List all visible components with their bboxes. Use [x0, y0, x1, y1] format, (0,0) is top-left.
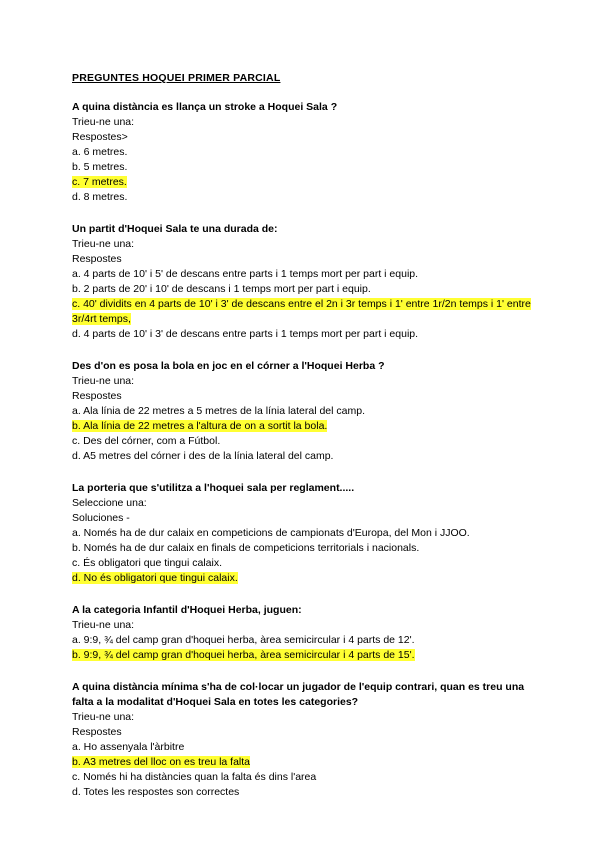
answer-option-text: d. No és obligatori que tingui calaix.	[72, 572, 238, 584]
answer-option	[72, 740, 542, 755]
answer-option	[72, 556, 542, 571]
answer-option-correct	[72, 571, 542, 586]
answer-option-text: c. 40' dividits en 4 parts de 10' i 3' de descans entre el 2n i 3r temps i 1' entre 1r/2n temps i 1' entre 3r/4rt temps,	[72, 298, 531, 325]
answer-option	[72, 785, 542, 800]
answers-heading: Respostes>	[72, 131, 128, 143]
answer-option-text: b. 9:9, ¾ del camp gran d'hoquei herba, àrea semicircular i 4 parts de 15'.	[72, 649, 415, 661]
answers-heading: Soluciones -	[72, 512, 130, 524]
answers-heading: Respostes	[72, 253, 122, 265]
answer-option-correct	[72, 648, 542, 663]
questions-list	[72, 100, 542, 800]
answer-option-correct	[72, 419, 542, 434]
answer-option-correct	[72, 755, 542, 770]
answer-option-text: d. Totes les respostes son correctes	[72, 786, 240, 798]
question-block	[72, 603, 542, 663]
answer-option-text: a. 9:9, ¾ del camp gran d'hoquei herba, àrea semicircular i 4 parts de 12'.	[72, 634, 415, 646]
answer-option-text: a. Només ha de dur calaix en competicions de campionats d'Europa, del Mon i JJOO.	[72, 527, 470, 539]
answer-option-correct	[72, 175, 542, 190]
answer-option-text: c. Només hi ha distàncies quan la falta és dins l'area	[72, 771, 317, 783]
question-text: A quina distància es llança un stroke a Hoquei Sala ?	[72, 101, 338, 113]
answer-option-text: b. Només ha de dur calaix en finals de competicions territorials i nacionals.	[72, 542, 420, 554]
answer-option	[72, 404, 542, 419]
answer-option-text: a. Ho assenyala l'àrbitre	[72, 741, 185, 753]
document-title: PREGUNTES HOQUEI PRIMER PARCIAL	[72, 72, 281, 84]
question-text: La porteria que s'utilitza a l'hoquei sala per reglament.....	[72, 482, 355, 494]
answer-option	[72, 327, 542, 342]
answer-option-text: d. 4 parts de 10' i 3' de descans entre parts i 1 temps mort per part i equip.	[72, 328, 419, 340]
question-prompt: Trieu-ne una:	[72, 116, 135, 128]
question-text: Un partit d'Hoquei Sala te una durada de:	[72, 223, 278, 235]
answer-option-text: c. És obligatori que tingui calaix.	[72, 557, 222, 569]
question-text: Des d'on es posa la bola en joc en el córner a l'Hoquei Herba ?	[72, 360, 385, 372]
answer-option	[72, 449, 542, 464]
answer-option-text: a. 4 parts de 10' i 5' de descans entre parts i 1 temps mort per part i equip.	[72, 268, 419, 280]
answers-heading: Respostes	[72, 390, 122, 402]
question-block	[72, 100, 542, 205]
answer-option-text: a. 6 metres.	[72, 146, 128, 158]
answer-option	[72, 145, 542, 160]
answer-option-text: d. A5 metres del córner i des de la línia lateral del camp.	[72, 450, 334, 462]
answer-option-text: a. Ala línia de 22 metres a 5 metres de la línia lateral del camp.	[72, 405, 365, 417]
question-prompt: Trieu-ne una:	[72, 711, 135, 723]
answers-heading: Respostes	[72, 726, 122, 738]
answer-option	[72, 282, 542, 297]
answer-option	[72, 190, 542, 205]
question-block	[72, 359, 542, 464]
question-text: A quina distància mínima s'ha de col·locar un jugador de l'equip contrari, quan es treu una falta a la modalitat d'Hoquei Sala en totes les categories?	[72, 681, 525, 708]
question-prompt: Seleccione una:	[72, 497, 147, 509]
answer-option-text: b. 2 parts de 20' i 10' de descans i 1 temps mort per part i equip.	[72, 283, 371, 295]
question-block	[72, 481, 542, 586]
question-prompt: Trieu-ne una:	[72, 619, 135, 631]
answer-option	[72, 541, 542, 556]
question-prompt: Trieu-ne una:	[72, 238, 135, 250]
document-page	[72, 71, 542, 800]
answer-option-text: c. 7 metres.	[72, 176, 127, 188]
answer-option	[72, 160, 542, 175]
question-block	[72, 222, 542, 342]
answer-option-text: b. A3 metres del lloc on es treu la falta	[72, 756, 251, 768]
answer-option	[72, 526, 542, 541]
answer-option	[72, 770, 542, 785]
answer-option-text: c. Des del córner, com a Fútbol.	[72, 435, 221, 447]
question-text: A la categoria Infantil d'Hoquei Herba, juguen:	[72, 604, 302, 616]
answer-option	[72, 267, 542, 282]
answer-option-text: d. 8 metres.	[72, 191, 128, 203]
answer-option-text: b. Ala línia de 22 metres a l'altura de on a sortit la bola.	[72, 420, 328, 432]
question-prompt: Trieu-ne una:	[72, 375, 135, 387]
question-block	[72, 680, 542, 800]
answer-option-text: b. 5 metres.	[72, 161, 128, 173]
answer-option-correct	[72, 297, 542, 327]
answer-option	[72, 633, 542, 648]
answer-option	[72, 434, 542, 449]
